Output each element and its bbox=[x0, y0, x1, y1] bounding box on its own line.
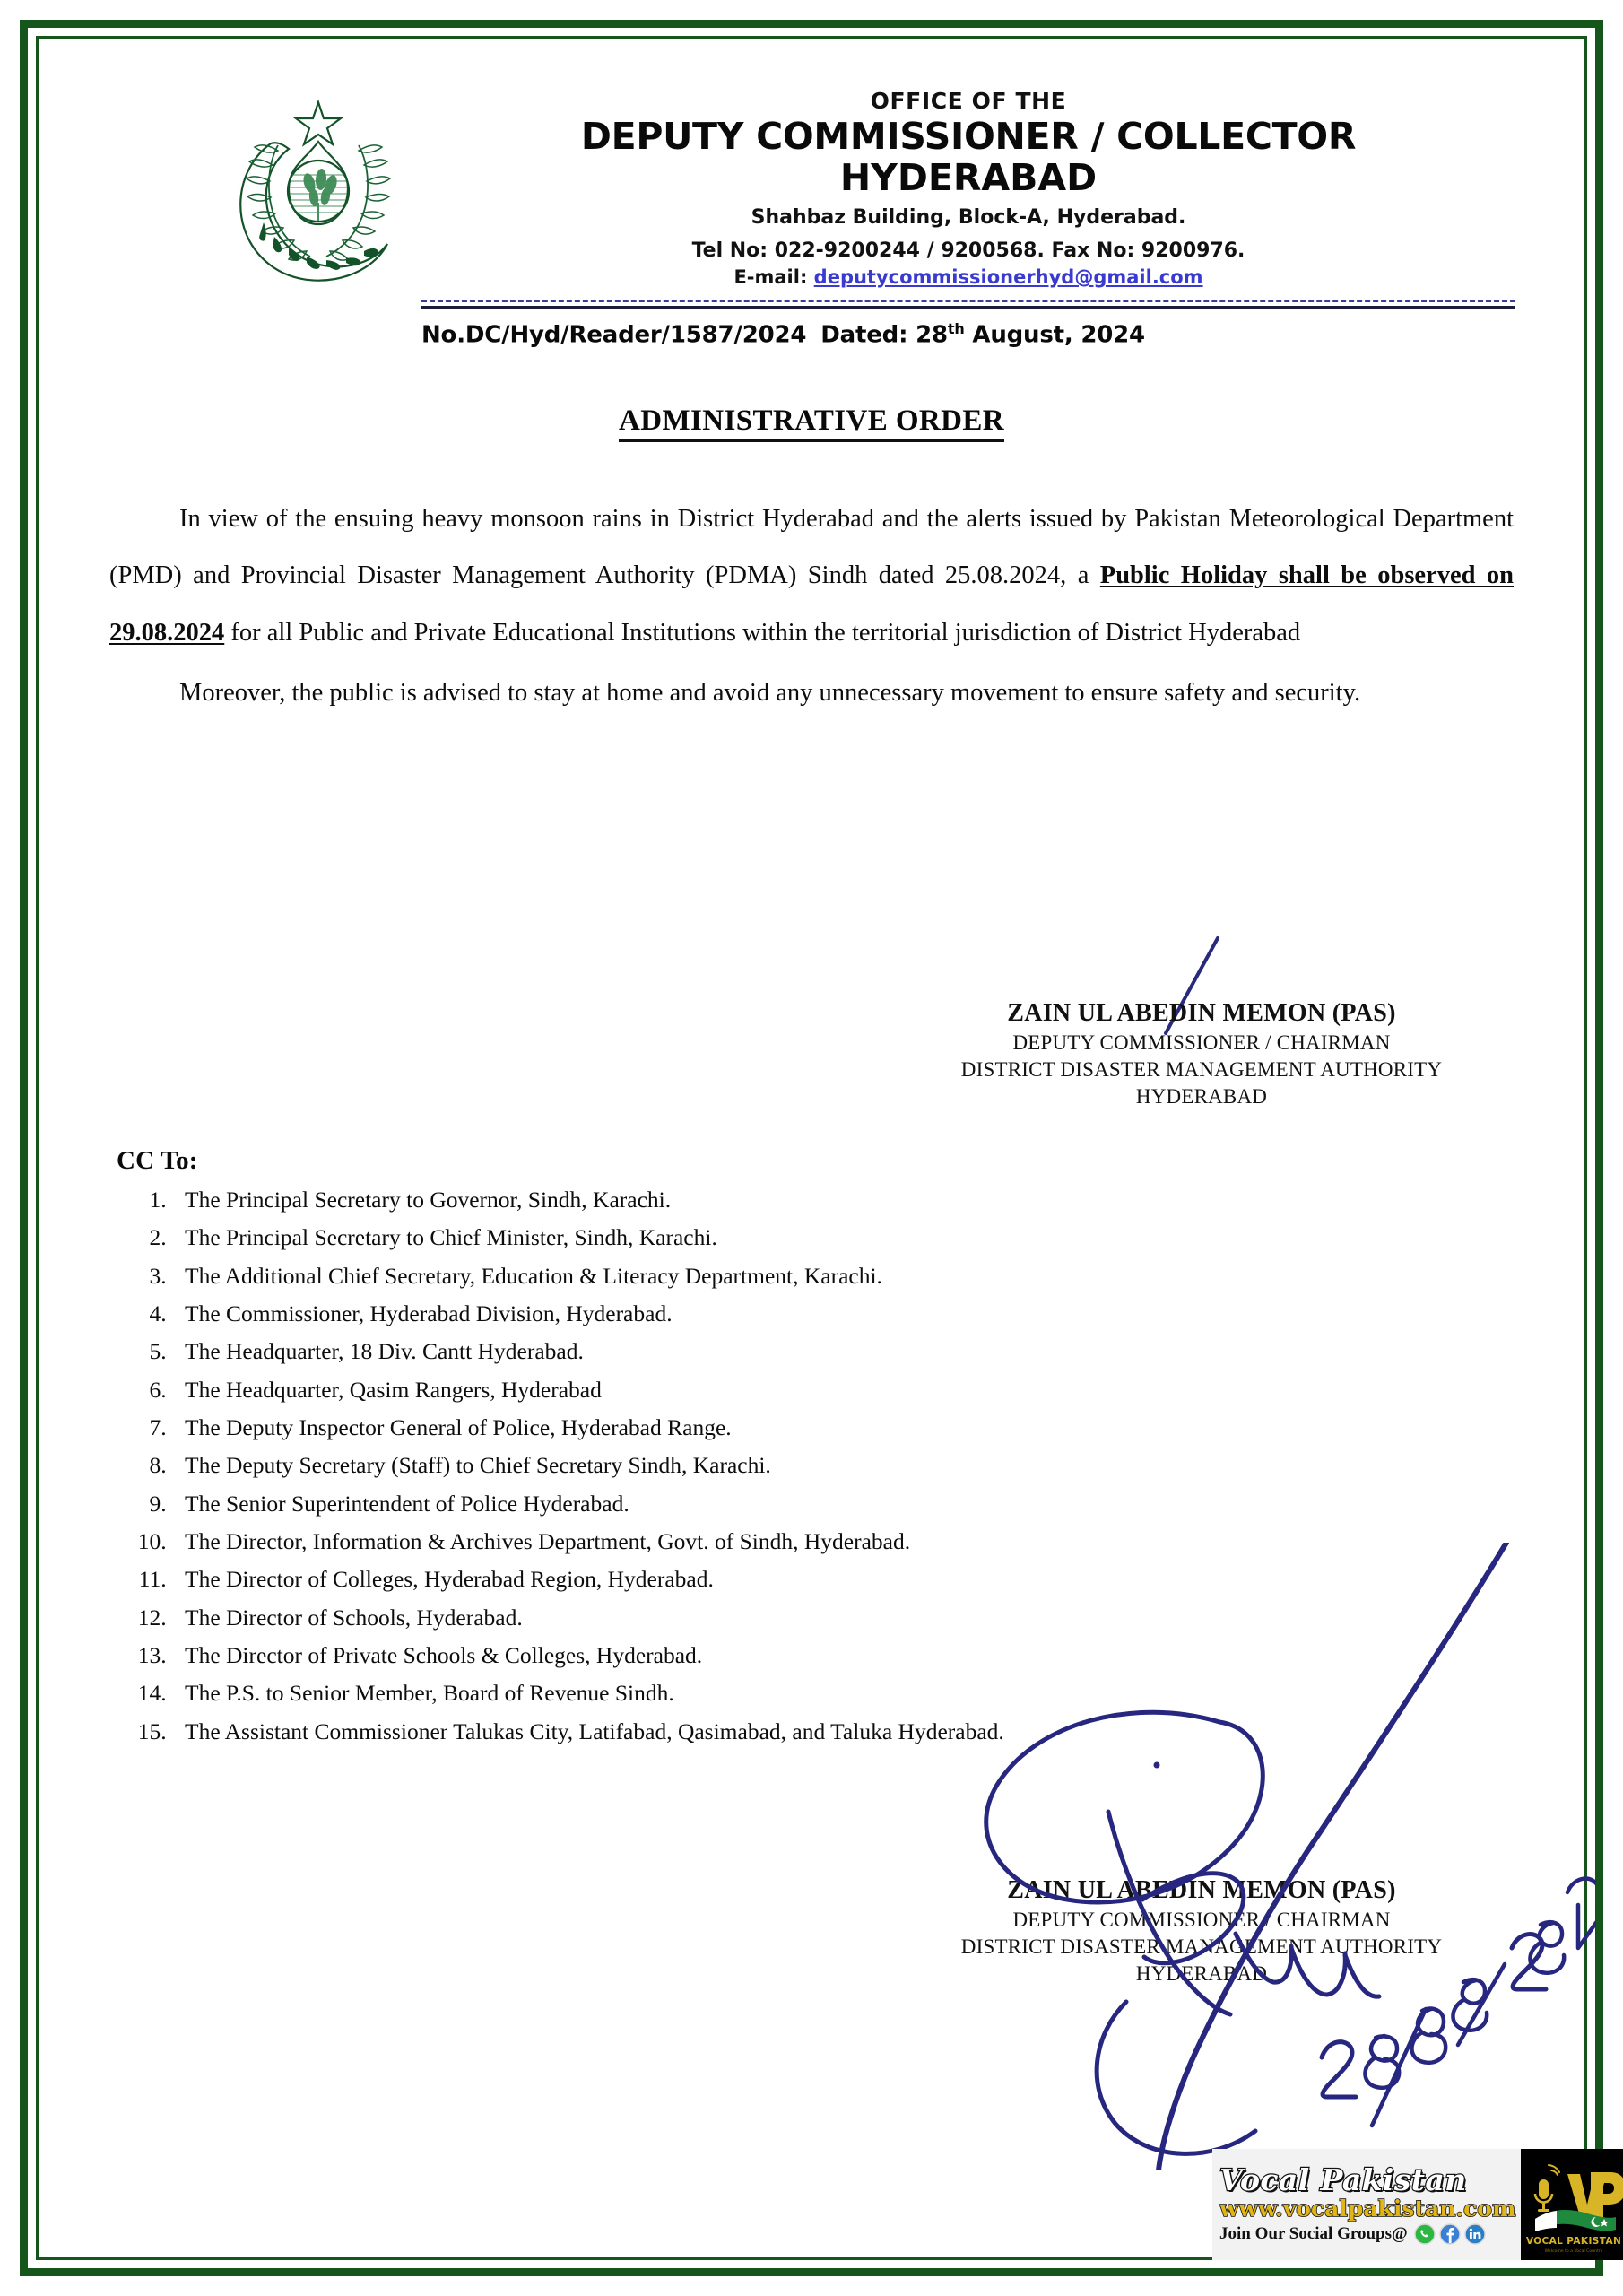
reference-number: No.DC/Hyd/Reader/1587/2024 bbox=[421, 322, 807, 350]
list-item: 9. The Senior Superintendent of Police Hyderabad. bbox=[172, 1485, 1372, 1523]
svg-text:Welcome to a Vocal Country: Welcome to a Vocal Country bbox=[1545, 2249, 1603, 2254]
list-item: 8. The Deputy Secretary (Staff) to Chief Secretary Sindh, Karachi. bbox=[172, 1447, 1372, 1484]
order-body bbox=[109, 491, 1514, 721]
header-solid-divider bbox=[421, 306, 1515, 309]
vocal-pakistan-watermark bbox=[1212, 2149, 1622, 2260]
order-paragraph-1 bbox=[109, 491, 1514, 661]
list-item: 15. The Assistant Commissioner Talukas City, Latifabad, Qasimabad, and Taluka Hyderabad. bbox=[172, 1713, 1372, 1751]
list-item: 13. The Director of Private Schools & Colleges, Hyderabad. bbox=[172, 1637, 1372, 1674]
signatory-authority-bottom: DISTRICT DISASTER MANAGEMENT AUTHORITY bbox=[960, 1935, 1443, 1959]
cc-section bbox=[117, 1146, 1372, 1751]
signatory-designation-top: DEPUTY COMMISSIONER / CHAIRMAN bbox=[1012, 1031, 1391, 1055]
document-title-wrapper bbox=[54, 404, 1569, 442]
cc-heading: CC To: bbox=[117, 1146, 198, 1175]
list-item: 5. The Headquarter, 18 Div. Cantt Hyderabad. bbox=[172, 1333, 1372, 1370]
svg-text:VOCAL PAKISTAN: VOCAL PAKISTAN bbox=[1526, 2236, 1622, 2247]
government-of-sindh-emblem-icon bbox=[224, 90, 412, 291]
paragraph-1-part-b: for all Public and Private Educational Institutions within the territorial jurisdiction of District Hyderabad bbox=[224, 618, 1301, 647]
organization-city: HYDERABAD bbox=[839, 155, 1098, 199]
signatory-designation-bottom: DEPUTY COMMISSIONER / CHAIRMAN bbox=[1012, 1909, 1391, 1932]
reference-line bbox=[421, 320, 1515, 349]
office-phone-fax: Tel No: 022-9200244 / 9200568. Fax No: 9200976. bbox=[691, 239, 1245, 262]
email-label: E-mail: bbox=[733, 266, 808, 289]
watermark-url[interactable]: www.vocalpakistan.com bbox=[1219, 2195, 1516, 2222]
office-email-line bbox=[421, 266, 1515, 288]
linkedin-icon[interactable] bbox=[1464, 2223, 1486, 2245]
dated-rest: August, 2024 bbox=[964, 322, 1145, 350]
watermark-brand: Vocal Pakistan bbox=[1219, 2161, 1467, 2197]
signatory-name-top: ZAIN UL ABEDIN MEMON (PAS) bbox=[1007, 999, 1396, 1027]
header-dashed-divider bbox=[421, 300, 1515, 302]
order-paragraph-2: Moreover, the public is advised to stay at home and avoid any unnecessary movement to ensure safety and security. bbox=[179, 678, 1361, 707]
list-item: 7. The Deputy Inspector General of Police, Hyderabad Range. bbox=[172, 1409, 1372, 1447]
signature-block-bottom bbox=[897, 1874, 1506, 1987]
dated-ordinal-suffix: th bbox=[947, 320, 965, 338]
signatory-city-top: HYDERABAD bbox=[1135, 1085, 1268, 1109]
list-item: 1. The Principal Secretary to Governor, Sindh, Karachi. bbox=[172, 1181, 1372, 1219]
vocal-pakistan-logo-tile bbox=[1521, 2149, 1623, 2260]
letterhead-text bbox=[421, 72, 1515, 349]
dated-label: Dated: 28 bbox=[820, 322, 948, 350]
signature-block-top bbox=[897, 997, 1506, 1110]
facebook-icon[interactable] bbox=[1439, 2223, 1461, 2245]
list-item: 6. The Headquarter, Qasim Rangers, Hyderabad bbox=[172, 1371, 1372, 1409]
list-item: 10. The Director, Information & Archives Department, Govt. of Sindh, Hyderabad. bbox=[172, 1523, 1372, 1561]
signatory-name-bottom: ZAIN UL ABEDIN MEMON (PAS) bbox=[1007, 1876, 1396, 1904]
signatory-authority-top: DISTRICT DISASTER MANAGEMENT AUTHORITY bbox=[960, 1058, 1443, 1082]
watermark-join-text: Join Our Social Groups@ bbox=[1219, 2223, 1408, 2243]
list-item: 3. The Additional Chief Secretary, Education & Literacy Department, Karachi. bbox=[172, 1257, 1372, 1295]
signatory-city-bottom: HYDERABAD bbox=[1135, 1962, 1268, 1986]
letterhead-header bbox=[54, 54, 1569, 349]
page-title: ADMINISTRATIVE ORDER bbox=[619, 404, 1004, 442]
paragraph-1-part-a: In view of the ensuing heavy monsoon rains in District Hyderabad and the alerts issued by Pakistan Meteorological Department (PMD) and Provincial Disaster Management Authority (PDMA) Sindh dated 25.08.2024, a bbox=[109, 505, 1514, 590]
list-item: 4. The Commissioner, Hyderabad Division, Hyderabad. bbox=[172, 1295, 1372, 1333]
list-item: 12. The Director of Schools, Hyderabad. bbox=[172, 1599, 1372, 1637]
organization-title: DEPUTY COMMISSIONER / COLLECTOR bbox=[580, 115, 1357, 158]
public-holiday-emphasis: Public Holiday shall be observed on 29.08.2024 bbox=[109, 561, 1514, 647]
whatsapp-icon[interactable] bbox=[1414, 2223, 1436, 2245]
watermark-text-panel bbox=[1212, 2149, 1521, 2260]
list-item: 2. The Principal Secretary to Chief Minister, Sindh, Karachi. bbox=[172, 1219, 1372, 1257]
cc-list bbox=[117, 1181, 1372, 1751]
office-address: Shahbaz Building, Block-A, Hyderabad. bbox=[751, 206, 1186, 229]
list-item: 11. The Director of Colleges, Hyderabad Region, Hyderabad. bbox=[172, 1561, 1372, 1598]
vocal-pakistan-logo-icon bbox=[1521, 2149, 1623, 2260]
office-of-the-label: OFFICE OF THE bbox=[870, 88, 1067, 114]
email-link[interactable]: deputycommissionerhyd@gmail.com bbox=[813, 266, 1203, 289]
list-item: 14. The P.S. to Senior Member, Board of Revenue Sindh. bbox=[172, 1674, 1372, 1712]
watermark-social-row bbox=[1219, 2223, 1515, 2245]
watermark-social-icons bbox=[1414, 2223, 1486, 2245]
